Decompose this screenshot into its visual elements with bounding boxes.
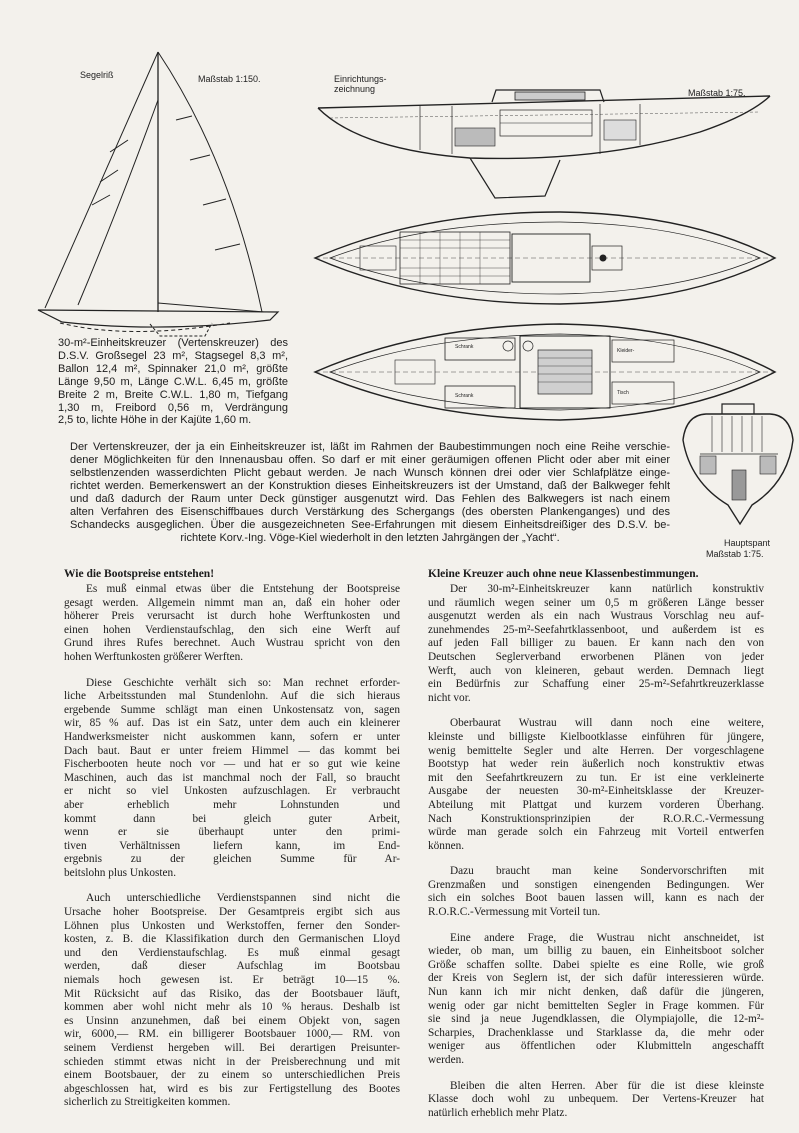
left-column	[64, 567, 400, 1122]
paragraph: Es muß einmal etwas über die Entstehung der Bootspreise gesagt werden. Allgemein nimmt man an, daß ein hoher oder höherer Preis verursacht ist durch hohe Werftunkosten und einen hohen Verdienstaufschlag, den sich eine Werft auf Grund ihres Rufes berechnet. Auch Wustrau spricht von den hohen Werftunkosten größerer Werften.	[64, 583, 400, 663]
paragraph: Der 30-m²-Einheitskreuzer kann natürlich konstruktiv und räumlich wegen seiner um 0,5 m größeren Länge besser ausgenutzt werden als ein nach Wustraus Vorschlag neu auf- zunehmendes 25-m²-Seefahrtklassenboot, und außerdem ist es auf jeden Fall billiger zu bauen. Er kann nach den von Deutschen Seglerverband erworbenen Plänen von jeder Werft, auch von kleineren, gebaut werden. Demnach liegt ein Bedürfnis zur Schaffung einer 25-m²-Sefahrtkreuzerklasse nicht vor.	[428, 583, 764, 704]
midship-scale: Maßstab 1:75.	[706, 549, 764, 559]
deck-label-2: Schrank	[455, 393, 474, 399]
paragraph: Eine andere Frage, die Wustrau nicht anschneidet, ist wieder, ob man, um billig zu bauen, ein Einheitsboot solcher Größe schaffen sollte. Dabei spielte es eine Rolle, wie groß der Kreis von Seglern ist, der sich dafür interessieren würde. Nun kann ich mir nicht denken, daß dafür die jüngeren, wenig oder gar nicht bemittelten Segler in Frage kommen. Für sie sind ja neue Jugendklassen, die Olympiajolle, die 12-m²- Scharpies, Drachenklasse und Starklasse da, die mehr oder weniger aus öffentlichen oder Klubmitteln angeschafft werden.	[428, 931, 764, 1066]
sail-plan-scale: Maßstab 1:150.	[198, 74, 261, 84]
interior-label: Einrichtungs- zeichnung	[334, 74, 387, 94]
deck-label-4: Tisch	[617, 390, 629, 396]
sail-plan-label: Segelriß	[80, 70, 114, 80]
intro-paragraph: Der Vertenskreuzer, der ja ein Einheitskreuzer ist, läßt im Rahmen der Baubestimmungen noch eine Reihe verschie- dener Möglichkeiten für den Innenausbau offen. So darf er mit einer geräumigen offenen Plicht oder aber mit einer selbstlenzenden wasserdichten Plicht gebaut werden. Je nach Wunsch können drei oder vier Schlafplätze einge- richtet werden. Bemerkenswert an der Konstruktion dieses Einheitskreuzers ist der Umstand, daß der Balkweger fehlt und daß dadurch der Raum unter Deck günstiger ausgenutzt wird. Das Fehlen des Balkwegers ist nach einem alten Verfahren des Eisenschiffbaues durch Verstärkung des Schergangs (des obersten Plankenganges) und des Schandecks ausgeglichen. Über die ausgezeichneten See-Erfahrungen mit diesem Einheitsdreißiger des D.S.V. be- richtete Korv.-Ing. Vöge-Kiel wiederholt in den letzten Jahrgängen der „Yacht“.	[70, 441, 670, 544]
right-column	[428, 567, 764, 1132]
paragraph: Bleiben die alten Herren. Aber für die ist diese kleinste Klasse doch wohl zu unbequem. Der Vertens-Kreuzer hat natürlich erheblich mehr Platz.	[428, 1079, 764, 1119]
deck-label-1: Schrank	[455, 344, 474, 350]
paragraph: Auch unterschiedliche Verdienstspannen sind nicht die Ursache hoher Bootspreise. Der Gesamtpreis ergibt sich aus Löhnen plus Unkosten und Werkstoffen, ferner den Sonder- kosten, z. B. die Klassifikation durch den Germanischen Lloyd und den Verdienstaufschlag. Es muß einmal gesagt werden, daß dieser Aufschlag im Bootsbau niemals hoch gewesen ist. Er beträgt 10—15 %. Mit Rücksicht auf das Risiko, das der Bootsbauer läuft, kommen aber wohl nicht mehr als 10 % heraus. Deshalb ist es Unsinn anzunehmen, daß bei einem Objekt von, sagen wir, 6000,— RM. ein billigerer Bootsbauer 1000,— RM. von seinem Verdienst hergeben will. Bei derartigen Preisunter- schieden stimmt etwas nicht in der Preisberechnung und mit einem Bootsbauer, der zu einem so unterschiedlichen Preis abgeschlossen hat, wird es bis zur Fertigstellung des Bootes sicherlich zu Streitigkeiten kommen.	[64, 892, 400, 1109]
left-column-title: Wie die Bootspreise entstehen!	[64, 568, 215, 580]
paragraph: Oberbaurat Wustrau will dann noch eine weitere, kleinste und billigste Kielbootklasse einführen für jüngere, wenig bemittelte Segler und alte Herren. Der vorgeschlagene Bootstyp hat weder rein äußerlich noch konstruktiv etwas mit den Seefahrtkreuzern zu tun. Er ist eine verkleinerte Ausgabe der neuesten 30-m²-Einheitsklasse der Kreuzer- Abteilung mit Plattgat und kurzem vorderen Überhang. Nach Konstruktionsprinzipien der R.O.R.C.-Vermessung würde man gerade solch ein Fahrzeug mit Vorteil entwerfen können.	[428, 717, 764, 852]
figure-caption: 30-m²-Einheitskreuzer (Vertenskreuzer) des D.S.V. Großsegel 23 m², Stagsegel 8,3 m², Ballon 12,4 m², Spinnaker 21,0 m², größte Länge 9,50 m, Länge C.W.L. 6,45 m, größte Breite 2 m, Breite C.W.L. 1,80 m, Tiefgang 1,30 m, Freibord 0,56 m, Verdrängung 2,5 to, lichte Höhe in der Kajüte 1,60 m.	[58, 337, 288, 427]
paragraph: Dazu braucht man keine Sondervorschriften mit Grenzmaßen und sonstigen einengenden Bedingungen. Wer sich ein solches Boot bauen lassen will, kann es nach der R.O.R.C.-Vermessung mit Vorteil tun.	[428, 865, 764, 919]
midship-label: Hauptspant	[724, 538, 771, 548]
deck-label-3: Kleider-	[617, 348, 635, 354]
interior-scale: Maßstab 1:75.	[688, 88, 746, 98]
right-column-title: Kleine Kreuzer auch ohne neue Klassenbestimmungen.	[428, 568, 699, 580]
paragraph: Diese Geschichte verhält sich so: Man rechnet erforder- liche Arbeitsstunden mal Stundenlohn. Auf die sich hieraus ergebende Summe schlägt man einen Unkostensatz von, sagen wir, 85 % auf. Das ist ein Satz, unter dem auch ein kleinerer Handwerksmeister nicht auskommen kann, sofern er unter Dach baut. Baut er unter freiem Himmel — das kommt bei Fischerbooten heute noch vor — und hat er so gut wie keine Maschinen, auch das ist manchmal noch der Fall, so braucht er nicht so viel Unkosten aufzuschlagen. Er verbraucht aber erheblich mehr Lohnstunden und kommt dann bei gleich guter Arbeit, wenn er sie überhaupt unter den primi- tiven Verhältnissen liefern kann, im End- ergebnis zu der gleichen Summe für Ar- beitslohn plus Unkosten.	[64, 676, 400, 879]
